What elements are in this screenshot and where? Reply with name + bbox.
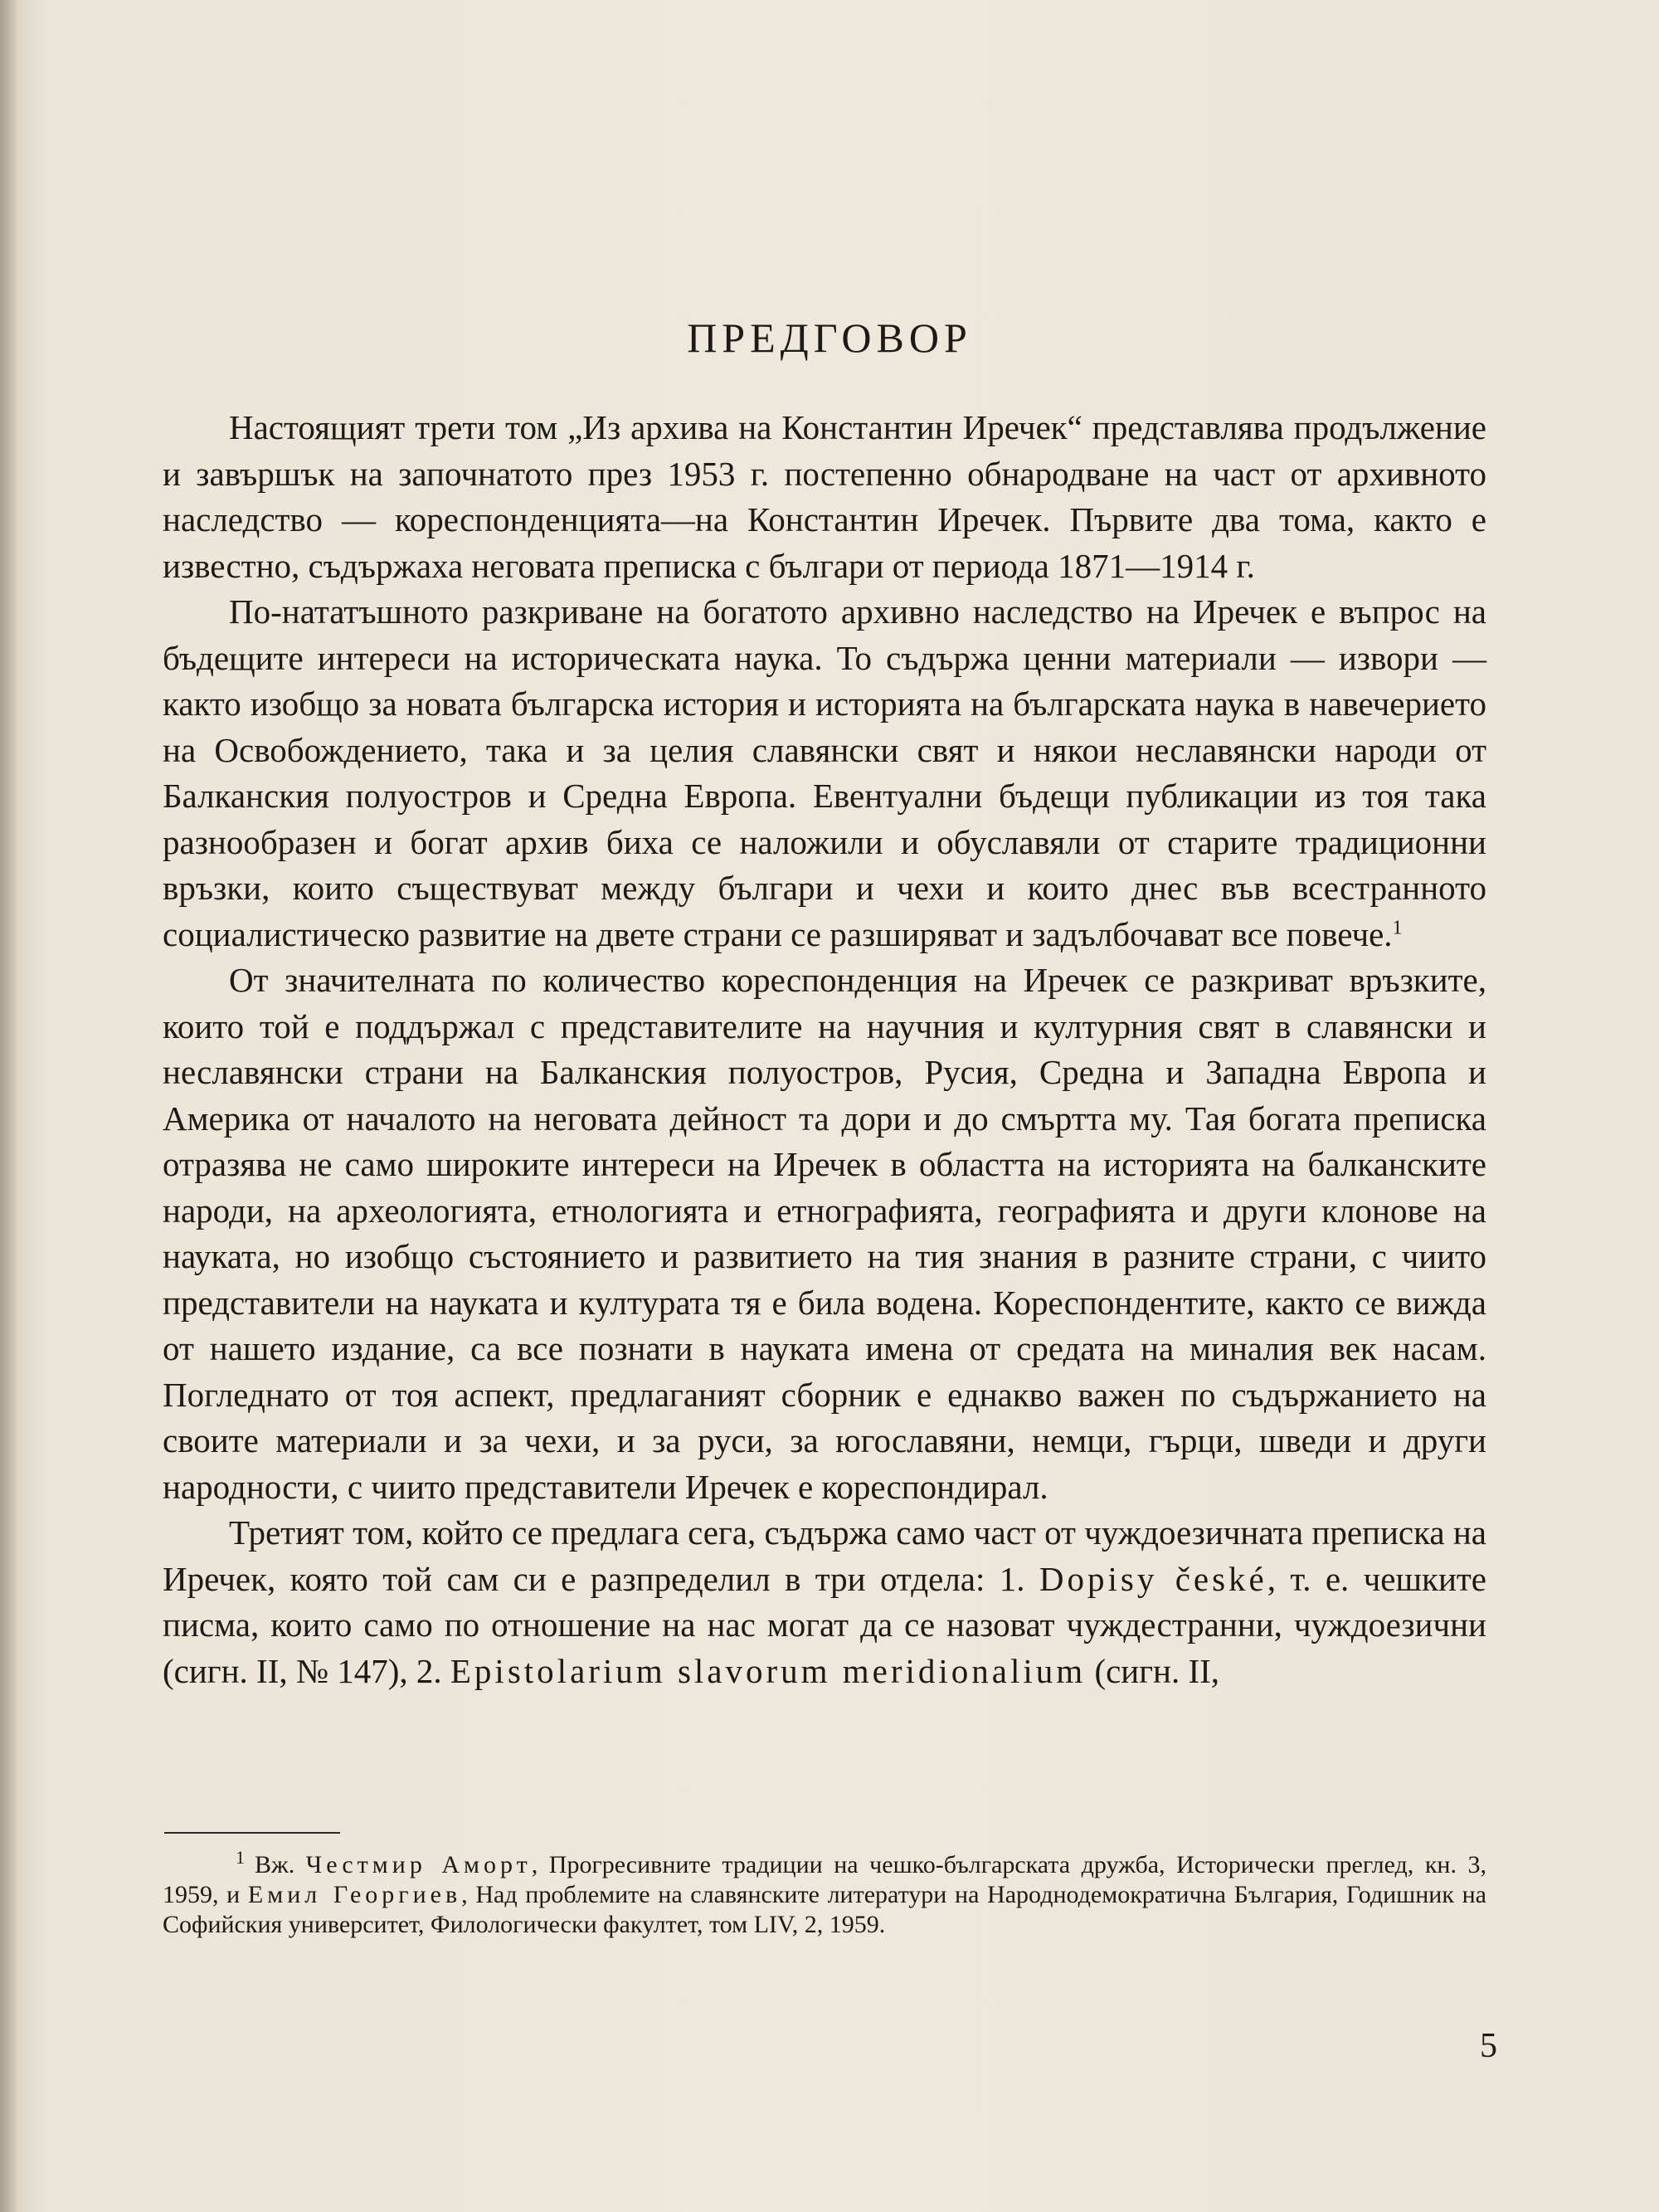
paragraph-4-text-c: (сигн. II, [1094, 1651, 1220, 1690]
footnote-paragraph [163, 1847, 1486, 1940]
dopisy-ceske-title: Dopisy české [1039, 1559, 1267, 1598]
paragraph-4 [163, 1510, 1486, 1694]
paragraph-2 [163, 589, 1486, 957]
paragraph-4-text-b: , т. е. чешките писма, които само по отношение на нас могат да се назоват чуждестранни, чуждоезични (сигн. II, № 147), 2. [163, 1559, 1487, 1690]
footnote-divider [164, 1832, 340, 1834]
paragraph-3: От значителната по количество кореспонденция на Иречек се разкриват връзките, които той е поддържал с представителите на научния и културния свят в славянски и неславянски страни на Балканския полуостров, Русия, Средна и Западна Европа и Америка от началото на неговата дейност та дори и до смъртта му. Тая богата преписка отразява не само широките интереси на Иречек в областта на историята на балканските народи, на археологията, етнологията и етнографията, географията и други клонове на науката, но изобщо състоянието и развитието на тия знания в разните страни, с чиито представители на науката и културата тя е била водена. Кореспондентите, както се вижда от нашето издание, са все познати в науката имена от средата на миналия век насам. Погледнато от тоя аспект, предлаганият сборник е еднакво важен по съдържанието на своите материали и за чехи, и за руси, за югославяни, немци, гърци, шведи и други народности, с чиито представители Иречек е кореспондирал. [163, 961, 1486, 1506]
footnote-author-1: Честмир Аморт [305, 1851, 532, 1878]
page-title: ПРЕДГОВОР [687, 314, 972, 361]
footnote-mark: 1 [236, 1847, 245, 1868]
footnote-text-1: Вж. [255, 1851, 295, 1878]
paragraph-1: Настоящият трети том „Из архива на Константин Иречек“ представлява продължение и завършък на започнатото през 1953 г. постепенно обнародване на част от архивното наследство — кореспонденцията—на Константин Иречек. Първите два тома, както е известно, съдържаха неговата преписка с българи от периода 1871—1914 г. [163, 408, 1486, 585]
footnote [163, 1847, 1486, 1940]
footnote-text-3: , Над проблемите на славянските литератури на Народнодемократична България, Годишник на Софийския университет, Филологически факултет, том LIV, 2, 1959. [163, 1881, 1486, 1938]
paragraph-2-text: По-нататъшното разкриване на богатото архивно наследство на Иречек е въпрос на бъдещите интереси на историческата наука. То съдържа ценни материали — извори — както изобщо за новата българска история и историята на българската наука в навечерието на Освобождението, така и за целия славянски свят и някои неславянски народи от Балканския полуостров и Средна Европа. Евентуални бъдещи публикации из тоя така разнообразен и богат архив биха се наложили и обуславяли от старите традиционни връзки, които съществуват между българи и чехи и които днес във всестранното социалистическо развитие на двете страни се разширяват и задълбочават все повече. [163, 592, 1486, 953]
footnote-reference: 1 [1392, 916, 1403, 938]
epistolarium-title: Epistolarium slavorum meridionalium [450, 1651, 1087, 1690]
paragraph-4-text-a: Третият том, който се предлага сега, съдържа само част от чуждоезичната преписка на Иречек, която той сам си е разпределил в три отдела: 1. [163, 1513, 1486, 1598]
page-number: 5 [1480, 2027, 1497, 2065]
main-text [163, 405, 1486, 1694]
footnote-text-2: , Прогресивните традиции на чешко-българската дружба, Исторически преглед, кн. 3, 1959, и [163, 1851, 1486, 1908]
footnote-author-2: Емил Георгиев [247, 1881, 462, 1908]
